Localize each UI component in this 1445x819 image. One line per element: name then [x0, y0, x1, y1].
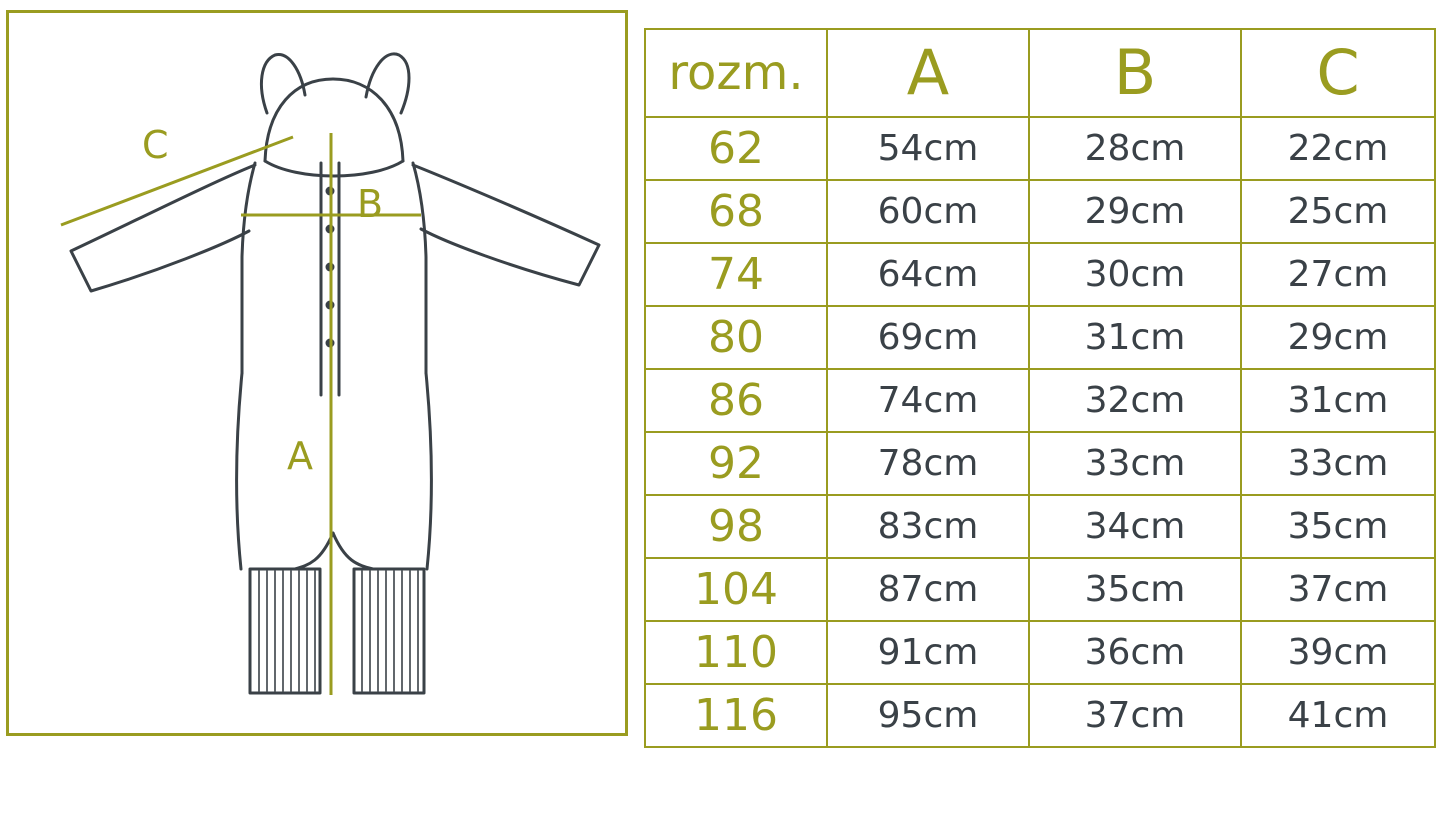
dimension-label-c: C	[142, 123, 169, 167]
cell-c: 33cm	[1241, 432, 1435, 495]
cell-size: 62	[645, 117, 827, 180]
cell-b: 32cm	[1029, 369, 1241, 432]
cell-size: 68	[645, 180, 827, 243]
table-row	[645, 180, 1435, 243]
cell-c: 35cm	[1241, 495, 1435, 558]
cell-b: 37cm	[1029, 684, 1241, 747]
cell-b: 35cm	[1029, 558, 1241, 621]
cell-a: 83cm	[827, 495, 1029, 558]
cell-c: 29cm	[1241, 306, 1435, 369]
table-row	[645, 306, 1435, 369]
cell-size: 104	[645, 558, 827, 621]
garment-drawing	[9, 13, 625, 733]
cell-a: 74cm	[827, 369, 1029, 432]
table-row	[645, 243, 1435, 306]
cell-size: 92	[645, 432, 827, 495]
table-header-row	[645, 29, 1435, 117]
table-row	[645, 369, 1435, 432]
cell-size: 74	[645, 243, 827, 306]
cell-b: 33cm	[1029, 432, 1241, 495]
cell-b: 34cm	[1029, 495, 1241, 558]
cell-b: 30cm	[1029, 243, 1241, 306]
table-row	[645, 621, 1435, 684]
cell-a: 78cm	[827, 432, 1029, 495]
cell-b: 36cm	[1029, 621, 1241, 684]
cell-a: 54cm	[827, 117, 1029, 180]
cell-c: 37cm	[1241, 558, 1435, 621]
cell-a: 69cm	[827, 306, 1029, 369]
cell-a: 95cm	[827, 684, 1029, 747]
dimension-label-a: A	[287, 434, 313, 478]
table-row	[645, 117, 1435, 180]
size-table	[644, 28, 1436, 748]
garment-diagram-panel	[6, 10, 628, 736]
cell-a: 60cm	[827, 180, 1029, 243]
table-row	[645, 432, 1435, 495]
header-b: B	[1029, 29, 1241, 117]
cell-c: 31cm	[1241, 369, 1435, 432]
cell-size: 80	[645, 306, 827, 369]
table-row	[645, 558, 1435, 621]
cell-a: 91cm	[827, 621, 1029, 684]
cell-b: 31cm	[1029, 306, 1241, 369]
cell-a: 87cm	[827, 558, 1029, 621]
cell-c: 39cm	[1241, 621, 1435, 684]
cell-a: 64cm	[827, 243, 1029, 306]
cell-size: 110	[645, 621, 827, 684]
table-row	[645, 684, 1435, 747]
cell-b: 28cm	[1029, 117, 1241, 180]
table-row	[645, 495, 1435, 558]
cell-c: 22cm	[1241, 117, 1435, 180]
dimension-label-b: B	[357, 182, 384, 226]
cell-c: 25cm	[1241, 180, 1435, 243]
header-c: C	[1241, 29, 1435, 117]
cell-size: 86	[645, 369, 827, 432]
cell-c: 41cm	[1241, 684, 1435, 747]
cell-size: 116	[645, 684, 827, 747]
cell-c: 27cm	[1241, 243, 1435, 306]
header-size: rozm.	[645, 29, 827, 117]
cell-b: 29cm	[1029, 180, 1241, 243]
cell-size: 98	[645, 495, 827, 558]
header-a: A	[827, 29, 1029, 117]
